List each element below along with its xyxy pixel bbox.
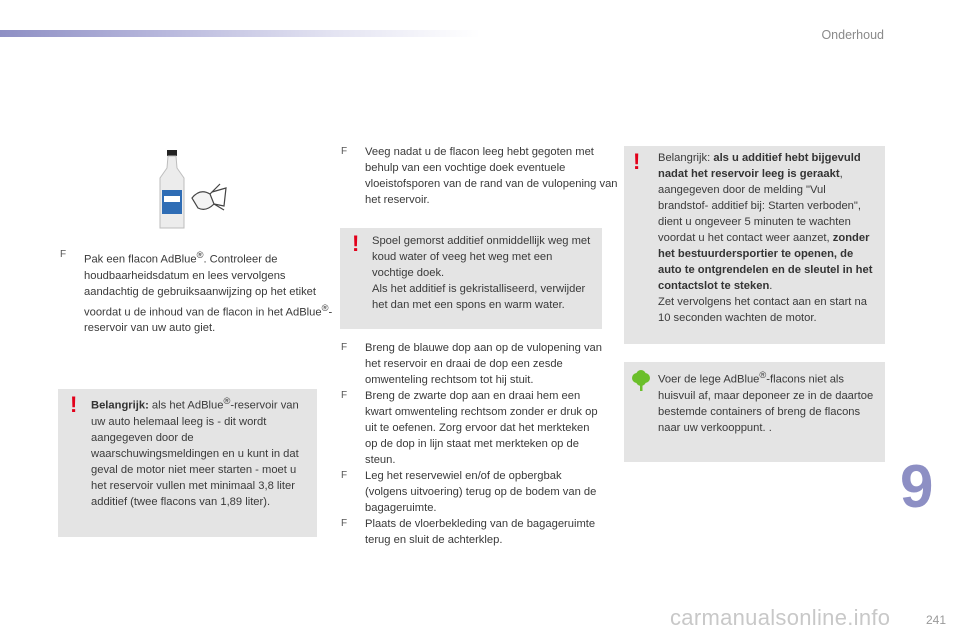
- adblue-bottle-image: [154, 148, 234, 234]
- header-accent-bar: [0, 30, 480, 37]
- bullet-marker: F: [341, 146, 348, 157]
- warning-note-empty-tank: [58, 389, 317, 537]
- list-item: F Plaats de vloerbekleding van de bagageruimte terug en sluit de achterklep.: [341, 518, 596, 546]
- list-item: F Leg het reservewiel en/of de opbergbak (volgens uitvoering) terug op de bodem van de bagageruimte.: [341, 470, 597, 514]
- warning-note-refill: [624, 146, 885, 344]
- section-title: Onderhoud: [821, 28, 884, 42]
- exclamation-icon: !: [70, 392, 78, 417]
- page-number: 241: [925, 613, 946, 627]
- list-item: F Breng de zwarte dop aan en draai hem een kwart omwenteling rechtsom zonder er druk op uit te oefenen. Zorg ervoor dat het merkteken op de dop in lijn staat met merkteken op de steun.: [341, 390, 598, 466]
- steps-list: [341, 340, 603, 548]
- chapter-number: 9: [900, 453, 934, 520]
- exclamation-icon: !: [352, 231, 360, 256]
- watermark: carmanualsonline.info: [670, 605, 891, 630]
- note-text: Belangrijk: als u additief hebt bijgevuld nadat het reservoir leeg is geraakt, aangegeven door de melding "Vul brandstof- additief bij: Starten verboden", dient u ongeveer 5 minuten te wachten voordat u het contact weer aanzet, zonder het bestuurdersportier te openen, de auto te ontgrendelen en de sleutel in het contactslot te steken. Zet vervolgens het contact aan en start na 10 seconden wachten de motor.: [658, 152, 873, 324]
- note-text: Spoel gemorst additief onmiddellijk weg met koud water of veeg het weg met een vochtige doek. Als het additief is gekristalliseerd, verwijder het dan met een spons en warm water.: [372, 235, 591, 311]
- step-pak-flacon: F Pak een flacon AdBlue®. Controleer de houdbaarheidsdatum en lees vervolgens aandachtig de gebruiksaanwijzing op het etiket voordat u de inhoud van de flacon in het AdBlue®-reservoir van uw auto giet.: [60, 249, 333, 335]
- bullet-marker: F: [341, 470, 348, 481]
- list-item: F Breng de blauwe dop aan op de vulopening van het reservoir en draai de dop een zesde omwenteling rechtsom tot hij stuit.: [341, 342, 602, 386]
- bullet-marker: F: [341, 518, 348, 529]
- note-text: Voer de lege AdBlue®-flacons niet als huisvuil af, maar deponeer ze in de daartoe bestemde containers of breng de flacons naar uw verkooppunt. .: [658, 370, 874, 434]
- bullet-marker: F: [341, 342, 348, 353]
- step-veeg-rand: F Veeg nadat u de flacon leeg hebt gegoten met behulp van een vochtige doek eventuele vloeistofsporen van de rand van de vulopening van het reservoir.: [341, 146, 618, 206]
- note-text: Belangrijk: als het AdBlue®-reservoir van uw auto helemaal leeg is - dit wordt aangegeven door de waarschuwingsmeldingen en u kunt in dat geval de motor niet meer starten - moet u het reservoir vullen met minimaal 3,8 liter additief (twee flacons van 1,89 liter).: [91, 396, 299, 508]
- eco-note-disposal: [624, 362, 885, 462]
- exclamation-icon: !: [633, 149, 641, 174]
- warning-note-spill: [340, 228, 602, 329]
- bullet-marker: F: [60, 249, 67, 260]
- tree-icon: [630, 370, 652, 392]
- bullet-marker: F: [341, 390, 348, 401]
